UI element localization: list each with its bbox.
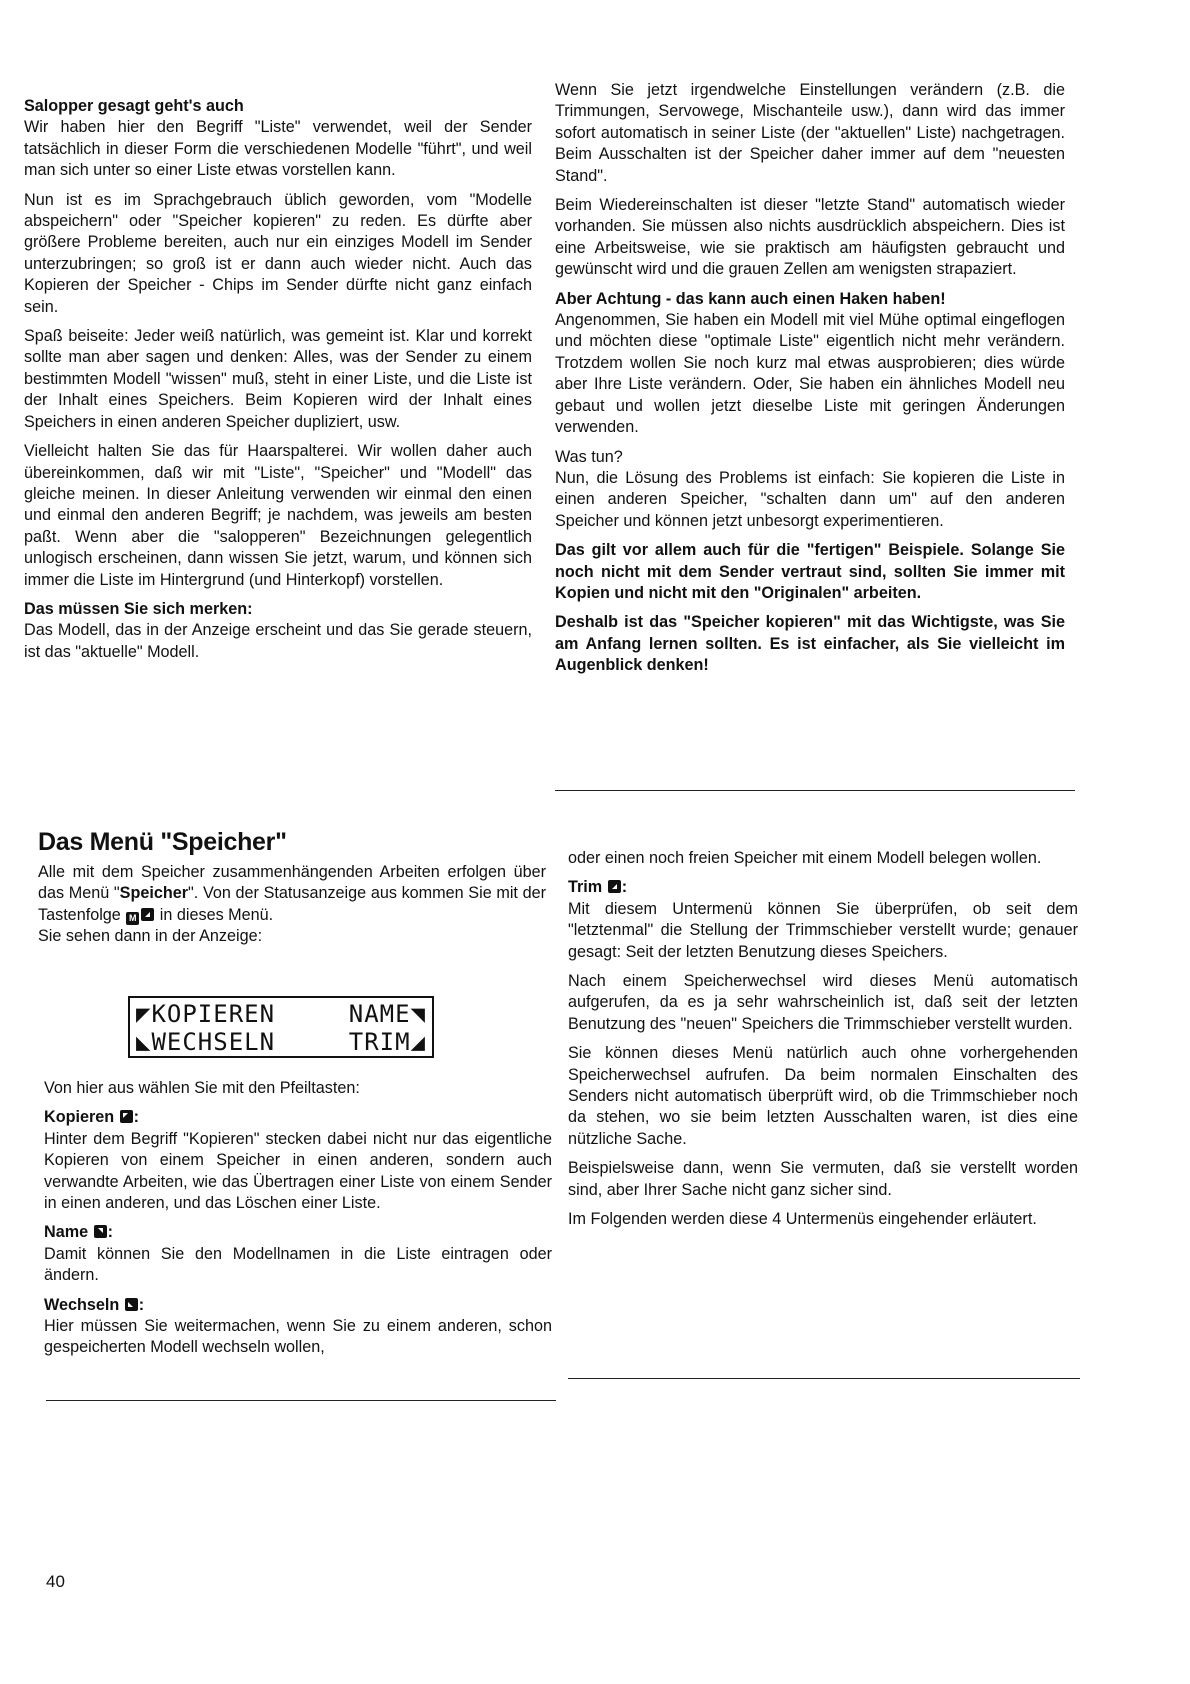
menu-key-icon: M: [126, 912, 139, 925]
corner-upper-left-icon: ◤: [136, 1000, 152, 1028]
section-title: Das Menü "Speicher": [38, 828, 287, 856]
paragraph: oder einen noch freien Speicher mit einem Modell belegen wollen.: [568, 849, 1042, 867]
lcd-wechseln: WECHSELN: [151, 1028, 276, 1056]
paragraph: Beim Wiedereinschalten ist dieser "letzte Stand" automatisch wieder vorhanden. Sie müssen also nichts ausdrücklich abspeichern. Dies ist eine Arbeitsweise, wie sie praktisch am häufigsten gebraucht und gewünscht wird und die grauen Zellen am wenigsten strapaziert.: [555, 196, 1065, 279]
lcd-trim: TRIM: [348, 1028, 411, 1056]
lcd-kopieren: KOPIEREN: [151, 1000, 276, 1028]
paragraph: Wenn Sie jetzt irgendwelche Einstellungen verändern (z.B. die Trimmungen, Servowege, Mischanteile usw.), dann wird das immer sofort automatisch in seiner Liste (der "aktuellen" Liste) nachgetragen. Beim Ausschalten ist der Speicher daher immer auf dem "neuesten Stand".: [555, 81, 1065, 185]
intro-bold: Speicher: [119, 884, 189, 903]
intro-text: ". Von der Statusanzeige aus kommen Sie mit der Tastenfolge: [38, 884, 546, 924]
paragraph: Hinter dem Begriff "Kopieren" stecken dabei nicht nur das eigentliche Kopieren von einem Speicher in einen anderen, sondern auch verwandte Arbeiten, wie das Übertragen einer Liste von einem Sender in einen anderen, und das Löschen einer Liste.: [44, 1129, 552, 1213]
paragraph: Das Modell, das in der Anzeige erscheint und das Sie gerade steuern, ist das "aktuelle" Modell.: [24, 621, 532, 661]
intro-text: in dieses Menü.: [159, 905, 274, 924]
intro-text: Alle mit dem Speicher zusammenhängenden Arbeiten erfolgen über das Menü ": [38, 863, 546, 903]
intro-text: Sie sehen dann in der Anzeige:: [38, 927, 263, 946]
wechseln-label: Wechseln: [44, 1295, 120, 1314]
paragraph: Wir haben hier den Begriff "Liste" verwendet, weil der Sender tatsächlich in dieser Form die verschiedenen Modelle "führt", und weil man sich unter so einer Liste etwas vorstellen kann.: [24, 118, 532, 180]
paragraph: Nun, die Lösung des Problems ist einfach: Sie kopieren die Liste in einen anderen Speicher, "schalten dann um" auf den anderen Speicher und können jetzt unbesorgt experimentieren.: [555, 468, 1065, 530]
divider-rule: [46, 1400, 556, 1401]
paragraph: Hier müssen Sie weitermachen, wenn Sie zu einem anderen, schon gespeicherten Modell wechseln wollen,: [44, 1317, 552, 1357]
divider-rule: [568, 1378, 1080, 1379]
corner-lower-left-icon: ◣: [136, 1028, 152, 1056]
upper-left-column: [24, 96, 532, 663]
upper-right-column: [555, 80, 1065, 685]
paragraph: Mit diesem Untermenü können Sie überprüfen, ob seit dem "letztenmal" die Stellung der Trimmschieber verstellt wurde; genauer gesagt: Seit der letzten Benutzung dieses Speichers.: [568, 899, 1078, 961]
paragraph: Vielleicht halten Sie das für Haarspalterei. Wir wollen daher auch übereinkommen, daß wir mit "Liste", "Speicher" und "Modell" das gleiche meinen. In dieser Anleitung verwenden wir einmal den einen und einmal den anderen Begriff; je nachdem, was jeweils am besten paßt. Wenn aber die "salopperen" Bezeichnungen gelegentlich unlogisch erscheinen, dann wissen Sie jetzt, warum, und können sich immer die Liste im Hintergrund (und Hinterkopf) vorstellen.: [24, 442, 532, 589]
paragraph: Nach einem Speicherwechsel wird dieses Menü automatisch aufgerufen, da es ja sehr wahrscheinlich ist, daß seit der letzten Benutzung des "neuen" Speichers die Trimmschieber verstellt wurden.: [568, 972, 1078, 1033]
arrow-upper-left-key-icon: [120, 1110, 133, 1123]
paragraph: Spaß beiseite: Jeder weiß natürlich, was gemeint ist. Klar und korrekt sollte man aber sagen und denken: Alles, was der Sender zu einem bestimmten Modell "wissen" muß, steht in einer Liste, und die Liste ist der Inhalt eines Speichers. Beim Kopieren wird der Inhalt eines Speichers in einen anderen Speicher dupliziert, usw.: [24, 327, 532, 431]
arrow-lower-left-key-icon: [125, 1298, 138, 1311]
paragraph: Von hier aus wählen Sie mit den Pfeiltasten:: [44, 1079, 360, 1097]
lcd-display: [128, 996, 434, 1058]
paragraph: Angenommen, Sie haben ein Modell mit viel Mühe optimal eingeflogen und möchten diese "optimale Liste" eigentlich nicht mehr verändern. Trotzdem wollen Sie noch kurz mal etwas ausprobieren; dies würde aber Ihre Liste verändern. Oder, Sie haben ein ähnliches Modell neu gebaut und wollen jetzt dieselbe Liste mit geringen Änderungen verwenden.: [555, 311, 1065, 437]
corner-upper-right-icon: ◥: [410, 1000, 426, 1028]
lcd-name: NAME: [348, 1000, 411, 1028]
heading-merken: Das müssen Sie sich merken:: [24, 599, 253, 618]
lower-left-column-2: Von hier aus wählen Sie mit den Pfeiltasten: Kopieren : Hinter dem Begriff "Kopieren" stecken dabei nicht nur das eigentliche Kopieren von einem Speicher in einen anderen, sondern auch verwandte Arbeiten, wie das Übertragen einer Liste von einem Sender in einen anderen, und das Löschen einer Liste. Name : Damit können Sie den Modellnamen in die Liste eintragen oder ändern. Wechseln : Hier müssen Sie weitermachen, wenn Sie zu einem anderen, schon gespeicherten Modell wechseln wollen,: [44, 1078, 552, 1367]
paragraph: Damit können Sie den Modellnamen in die Liste eintragen oder ändern.: [44, 1244, 552, 1285]
paragraph: Im Folgenden werden diese 4 Untermenüs eingehender erläutert.: [568, 1210, 1037, 1229]
page-number: 40: [46, 1572, 65, 1591]
kopieren-label: Kopieren: [44, 1108, 115, 1127]
arrow-lower-right-key-icon: [141, 908, 154, 921]
heading-salopper: Salopper gesagt geht's auch: [24, 97, 244, 115]
arrow-lower-right-key-icon: [608, 880, 621, 893]
name-label: Name: [44, 1223, 89, 1242]
paragraph: Beispielsweise dann, wenn Sie vermuten, daß sie verstellt worden sind, aber Ihrer Sache nicht ganz sicher sind.: [568, 1159, 1078, 1199]
paragraph: Nun ist es im Sprachgebrauch üblich geworden, vom "Modelle abspeichern" oder "Speicher kopieren" zu reden. Es dürfte aber größere Probleme bereiten, auch nur ein einziges Modell im Sender unterzubringen; so groß ist er dann auch wieder nicht. Auch das Kopieren der Speicher - Chips im Sender dürfte nicht ganz einfach sein.: [24, 190, 532, 316]
trim-label: Trim: [568, 878, 603, 897]
lower-right-column: oder einen noch freien Speicher mit einem Modell belegen wollen. Trim : Mit diesem Untermenü können Sie überprüfen, ob seit dem "letztenmal" die Stellung der Trimmschieber verstellt wurde; genauer gesagt: Seit der letzten Benutzung dieses Speichers. Nach einem Speicherwechsel wird dieses Menü automatisch aufgerufen, da es ja sehr wahrscheinlich ist, daß seit der letzten Benutzung des "neuen" Speichers die Trimmschieber verstellt wurden. Sie können dieses Menü natürlich auch ohne vorhergehenden Speicherwechsel aufrufen. Da beim normalen Einschalten des Senders nicht automatisch überprüft wird, ob die Trimmschieber noch da stehen, wo sie beim letzten Ausschalten waren, ist dies eine nützliche Sache. Beispielsweise dann, wenn Sie vermuten, daß sie verstellt worden sind, aber Ihrer Sache nicht ganz sicher sind. Im Folgenden werden diese 4 Untermenüs eingehender erläutert.: [568, 848, 1078, 1239]
paragraph: Was tun?: [555, 447, 623, 466]
bold-paragraph: Deshalb ist das "Speicher kopieren" mit das Wichtigste, was Sie am Anfang lernen sollten. Es ist einfacher, als Sie vielleicht im Augenblick denken!: [555, 613, 1065, 675]
divider-rule: [555, 790, 1075, 791]
corner-lower-right-icon: ◢: [410, 1028, 426, 1056]
arrow-upper-right-key-icon: [94, 1225, 107, 1238]
heading-achtung: Aber Achtung - das kann auch einen Haken haben!: [555, 289, 946, 308]
lower-left-column: [38, 862, 546, 948]
paragraph: Sie können dieses Menü natürlich auch ohne vorhergehenden Speicherwechsel aufrufen. Da beim normalen Einschalten des Senders nicht automatisch überprüft wird, ob die Trimmschieber noch da stehen, wo sie beim letzten Ausschalten waren, ist dies eine nützliche Sache.: [568, 1044, 1078, 1148]
bold-paragraph: Das gilt vor allem auch für die "fertigen" Beispiele. Solange Sie noch nicht mit dem Sender vertraut sind, sollten Sie immer mit Kopien und nicht mit den "Originalen" arbeiten.: [555, 541, 1065, 602]
